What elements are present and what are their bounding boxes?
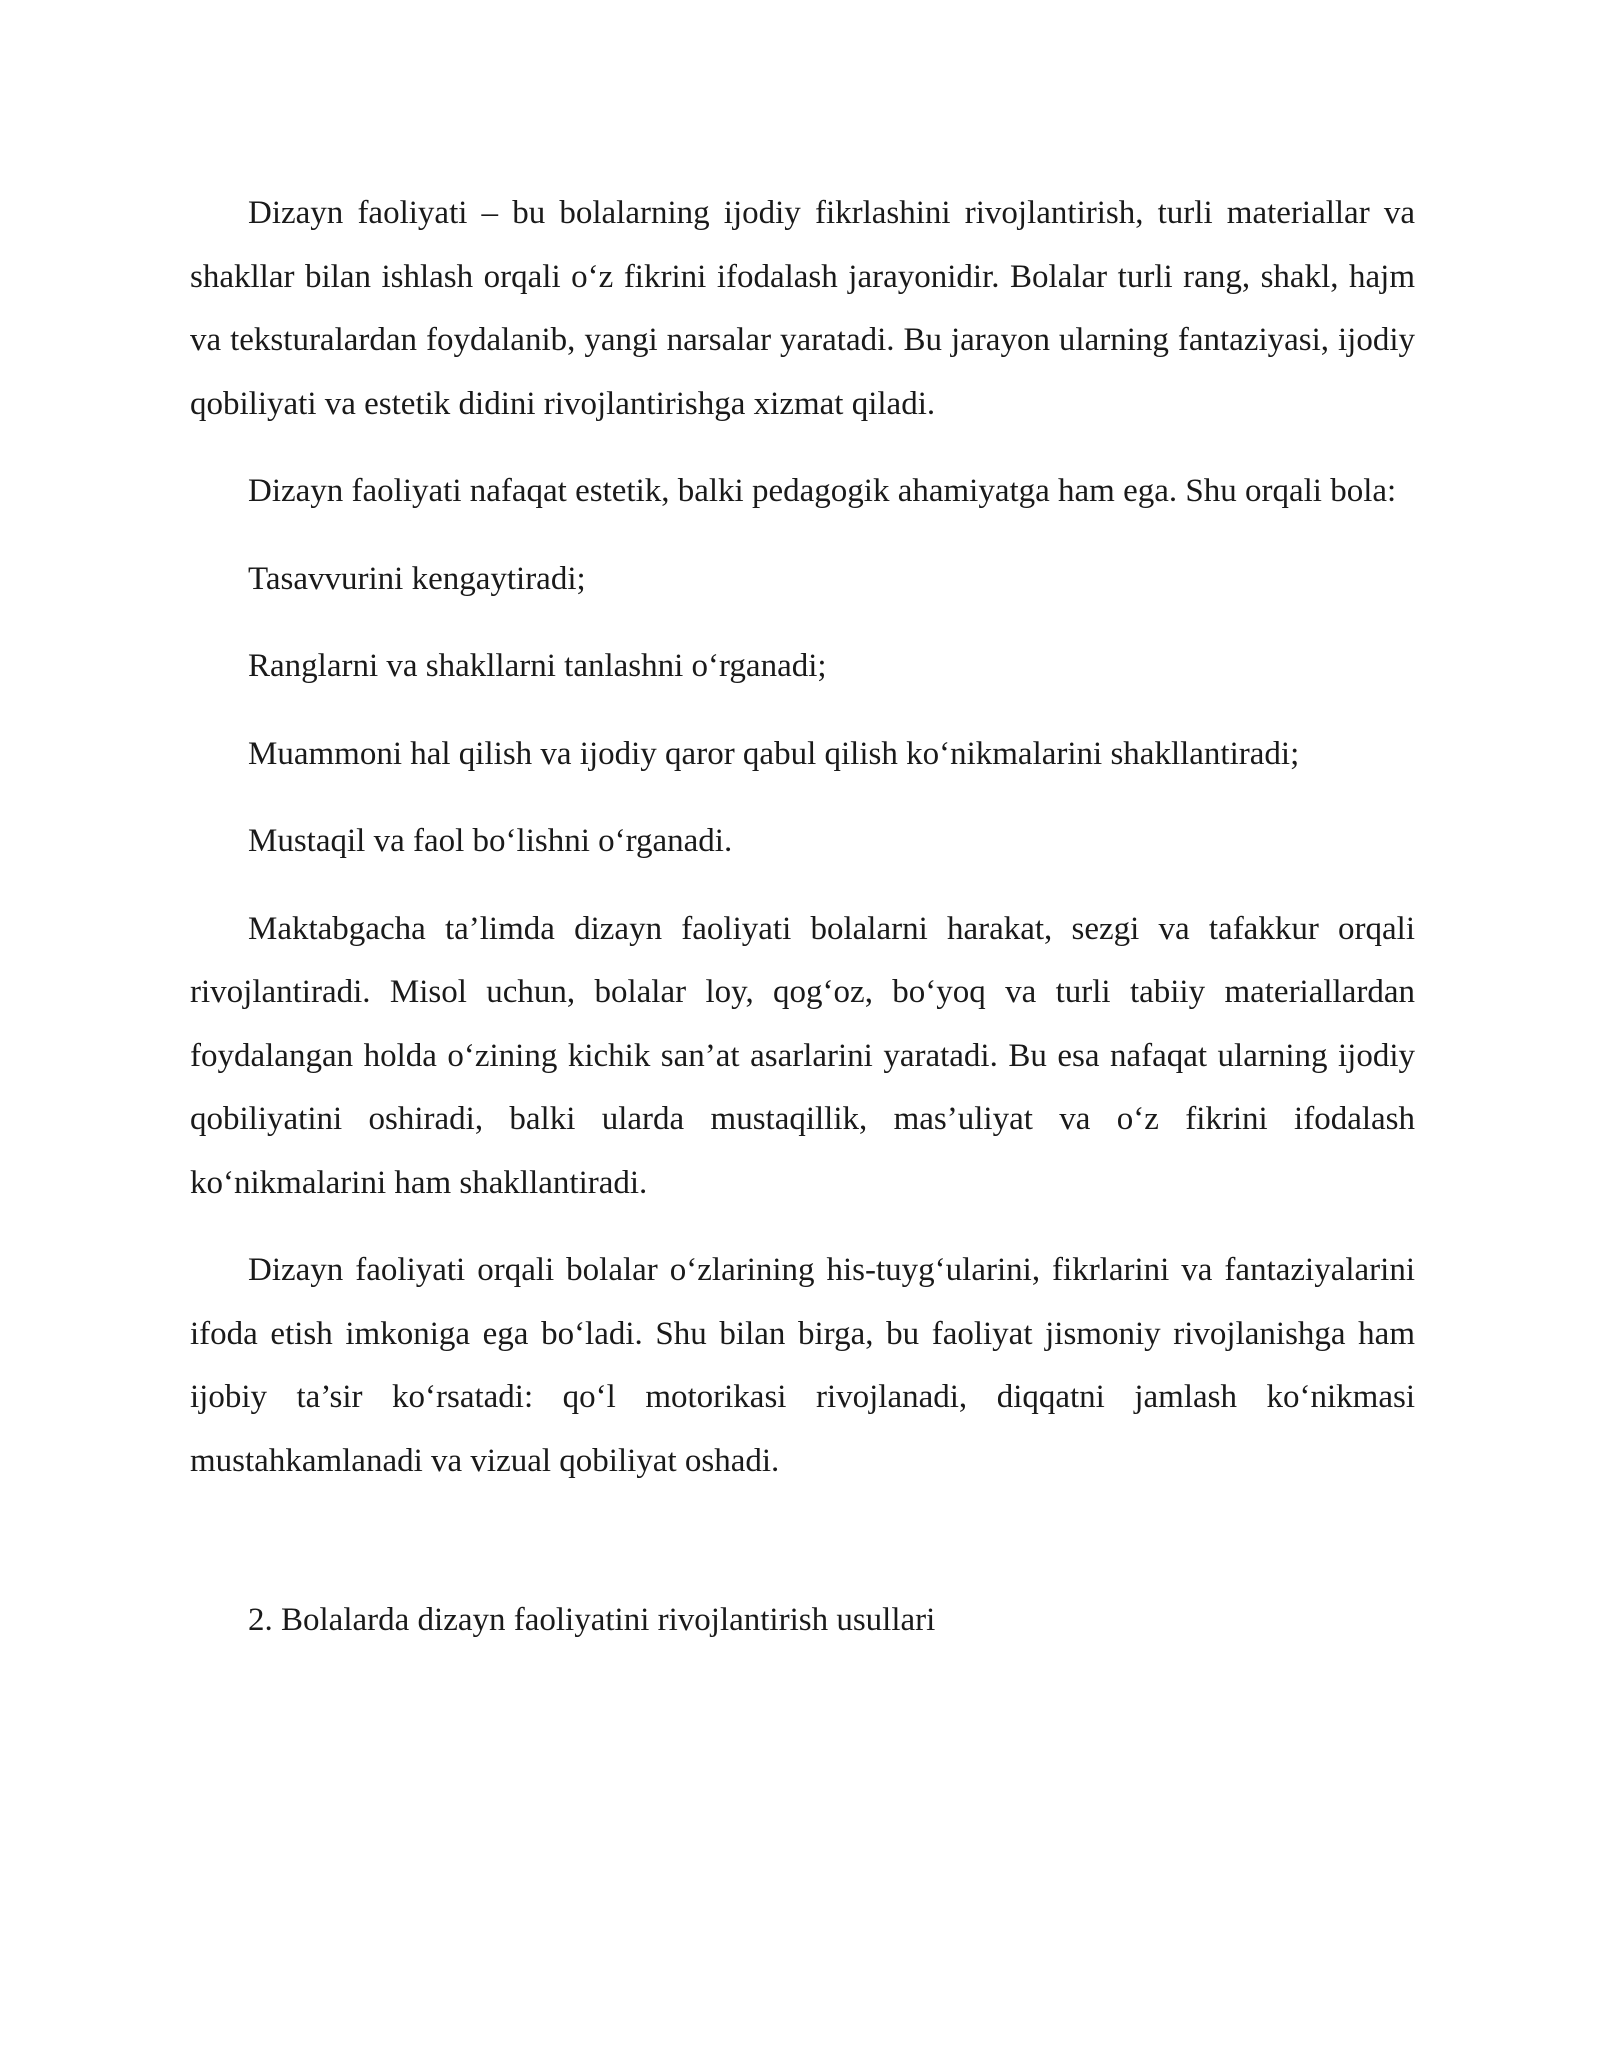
- list-item: Mustaqil va faol bo‘lishni o‘rganadi.: [248, 823, 733, 859]
- paragraph-design-definition: Dizayn faoliyati – bu bolalarning ijodiy fikrlashini rivojlantirish, turli materiallar va shakllar bilan ishlash orqali o‘z fikrini ifodalash jarayonidir. Bolalar turli rang, shakl, hajm va teksturalardan foydalanib, yangi narsalar yaratadi. Bu jarayon ularning fantaziyasi, ijodiy qobiliyati va estetik didini rivojlantirishga xizmat qiladi.: [190, 195, 1415, 422]
- paragraph-pedagogical-value: Dizayn faoliyati nafaqat estetik, balki pedagogik ahamiyatga ham ega. Shu orqali bola:: [248, 473, 1397, 509]
- list-item: Tasavvurini kengaytiradi;: [248, 560, 586, 597]
- paragraph-emotional-expression: Dizayn faoliyati orqali bolalar o‘zlarining his-tuyg‘ularini, fikrlarini va fantaziyalarini ifoda etish imkoniga ega bo‘ladi. Shu bilan birga, bu faoliyat jismoniy rivojlanishga ham ijobiy ta’sir ko‘rsatadi: qo‘l motorikasi rivojlanadi, diqqatni jamlash ko‘nikmasi mustahkamlanadi va vizual qobiliyat oshadi.: [190, 1252, 1415, 1479]
- section-heading: 2. Bolalarda dizayn faoliyatini rivojlantirish usullari: [248, 1602, 936, 1638]
- list-item: Ranglarni va shakllarni tanlashni o‘rganadi;: [248, 648, 827, 684]
- document-body: [190, 182, 1415, 1653]
- paragraph-preschool-education: Maktabgacha ta’limda dizayn faoliyati bolalarni harakat, sezgi va tafakkur orqali rivojlantiradi. Misol uchun, bolalar loy, qog‘oz, bo‘yoq va turli tabiiy materiallardan foydalangan holda o‘zining kichik san’at asarlarini yaratadi. Bu esa nafaqat ularning ijodiy qobiliyatini oshiradi, balki ularda mustaqillik, mas’uliyat va o‘z fikrini ifodalash ko‘nikmalarini ham shakllantiradi.: [190, 910, 1415, 1201]
- list-item: Muammoni hal qilish va ijodiy qaror qabul qilish ko‘nikmalarini shakllantiradi;: [248, 735, 1300, 772]
